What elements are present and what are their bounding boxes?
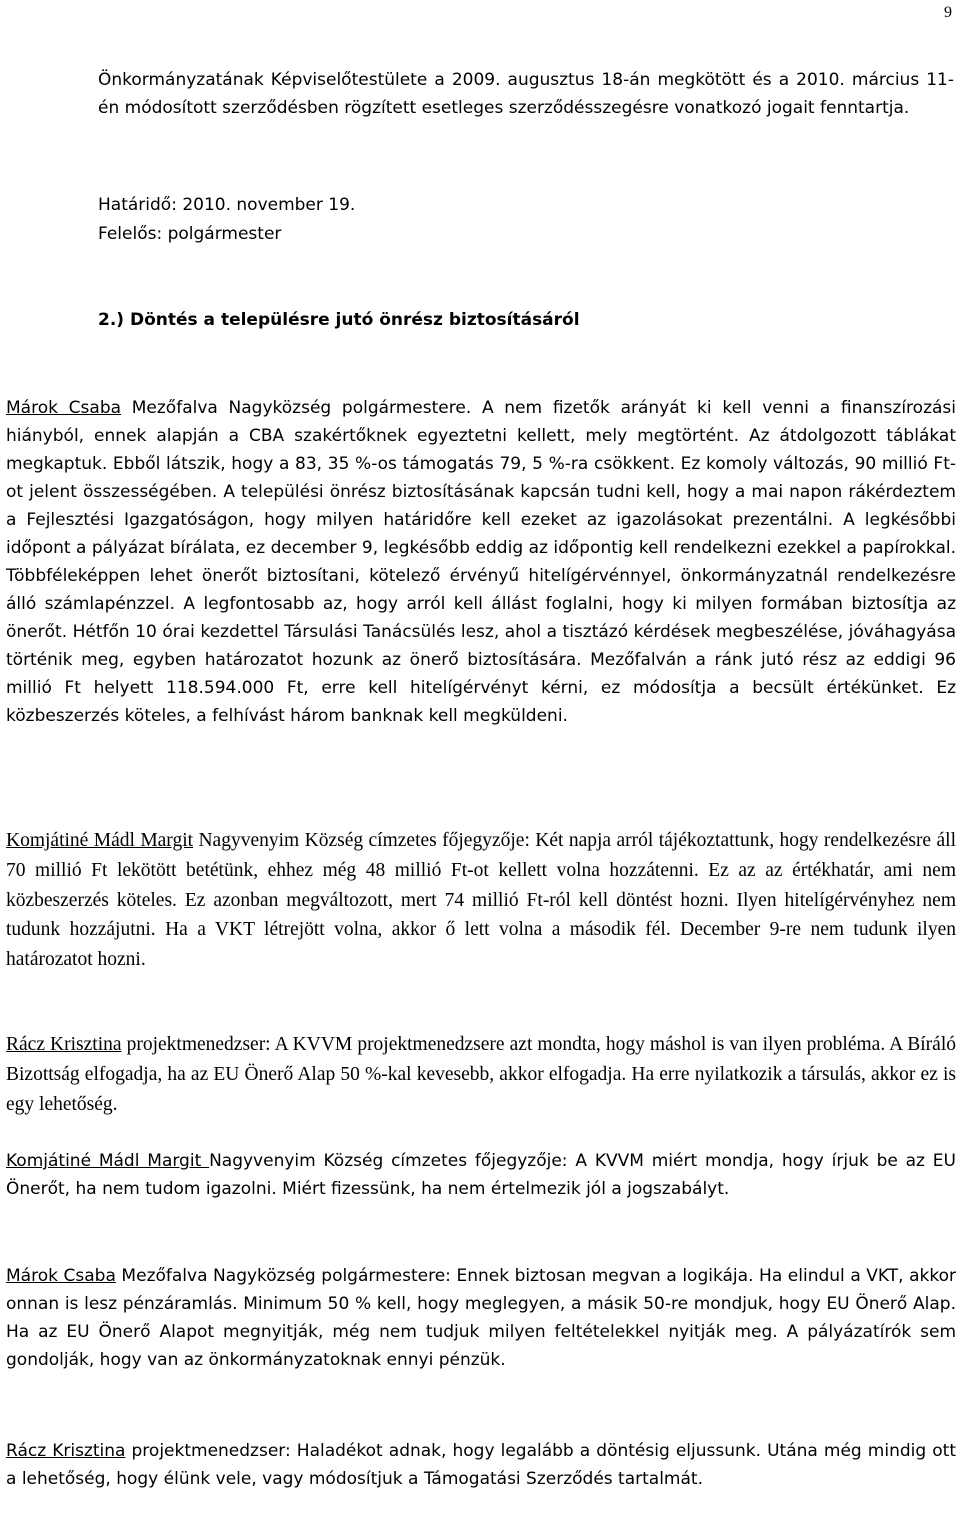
speaker-name: Rácz Krisztina — [6, 1441, 126, 1461]
statement-text: Mezőfalva Nagyközség polgármestere. A nem fizetők arányát ki kell venni a finanszírozási hiányból, ennek alapján a CBA szakértőknek egyeztetni kellett, mely megtörtént. Az átdolgozott táblákat megkaptuk. Ebből látszik, hogy a 83, 35 %-os támogatás 79, 5 %-ra csökkent. Ez komoly változás, 90 millió Ft-ot jelent összességében. A települési önrész biztosításának kapcsán tudni kell, hogy a mai napon rákérdeztem a Fejlesztési Igazgatóságon, hogy milyen határidőre kell ezeket az igazolásokat prezentálni. A legkésőbbi időpont a pályázat bírálata, ez december 9, legkésőbb eddig az időpontig kell rendelkezni ezekkel a papírokkal. Többféleképpen lehet önerőt biztosítani, kötelező érvényű hitelígérvénnyel, önkormányzatnál rendelkezésre álló számlapénzzel. A legfontosabb az, hogy arról kell állást foglalni, hogy ki milyen formában biztosítja az önerőt. Hétfőn 10 órai kezdettel Társulási Tanácsülés lesz, ahol a tisztázó kérdések megbeszélése, jóváhagyása történik meg, egyben határozatot hozunk az önerő biztosítására. Mezőfalván a ránk jutó rész az eddigi 96 millió Ft helyett 118.594.000 Ft, erre kell hitelígérvényt kérni, ez módosítja a becsült értékünket. Ez közbeszerzés köteles, a felhívást három banknak kell megküldeni. — [6, 398, 956, 726]
statement-text: Nagyvenyim Község címzetes főjegyzője: A KVVM miért mondja, hogy írjuk be az EU Önerőt, ha nem tudom igazolni. Miért fizessünk, ha nem értelmezik jól a jogszabályt. — [6, 1151, 956, 1199]
deadline-line: Határidő: 2010. november 19. — [98, 195, 356, 215]
statement-text: Nagyvenyim Község címzetes főjegyzője: Két napja arról tájékoztattunk, hogy rendelkezésre áll 70 millió Ft lekötött betétünk, ehhez még 48 millió Ft-ot kellett volna hozzátenni. Ez az az értékhatár, ami nem közbeszerzés köteles. Ez azonban megváltozott, mert 74 millió Ft-ról kell döntést hozni. Ilyen hitelígérvényhez nem tudunk hozzájutni. Ha a VKT létrejött volna, akkor ő lett volna a második fél. December 9-re nem tudunk ilyen határozatot hozni. — [6, 830, 956, 971]
section-heading: 2.) Döntés a településre jutó önrész biztosításáról — [98, 310, 580, 330]
statement-paragraph — [6, 1437, 956, 1493]
intro-paragraph: Önkormányzatának Képviselőtestülete a 2009. augusztus 18-án megkötött és a 2010. március 11-én módosított szerződésben rögzített esetleges szerződésszegésre vonatkozó jogait fenntartja. — [98, 70, 954, 118]
speaker-name: Márok Csaba — [6, 1266, 116, 1286]
speaker-name: Komjátiné Mádl Margit — [6, 830, 194, 851]
statement-text: projektmenedzser: A KVVM projektmenedzsere azt mondta, hogy máshol is van ilyen probléma. A Bíráló Bizottság elfogadja, ha az EU Önerő Alap 50 %-kal kevesebb, akkor elfogadja. Ha erre nyilatkozik a társulás, akkor ez is egy lehetőség. — [6, 1034, 956, 1115]
statement-paragraph — [6, 826, 956, 975]
statement-paragraph — [6, 1147, 956, 1203]
page-number: 9 — [944, 4, 952, 21]
statement-text: projektmenedzser: Haladékot adnak, hogy legalább a döntésig eljussunk. Utána még mindig ott a lehetőség, hogy élünk vele, vagy módosítjuk a Támogatási Szerződés tartalmát. — [6, 1441, 956, 1489]
speaker-name: Rácz Krisztina — [6, 1034, 122, 1055]
statement-text: Mezőfalva Nagyközség polgármestere: Ennek biztosan megvan a logikája. Ha elindul a VKT, akkor onnan is lesz pénzáramlás. Minimum 50 % kell, hogy meglegyen, a másik 50-re mondjuk, hogy EU Önerő Alap. Ha az EU Önerő Alapot megnyitják, még nem tudjuk milyen feltételekkel nyitják meg. A pályázatírók sem gondolják, hogy van az önkormányzatoknak ennyi pénzük. — [6, 1266, 957, 1370]
statement-paragraph — [6, 1030, 956, 1119]
statement-paragraph — [6, 1262, 956, 1374]
statement-paragraph — [6, 394, 956, 730]
speaker-name: Márok Csaba — [6, 398, 122, 418]
speaker-name: Komjátiné Mádl Margit — [6, 1151, 210, 1171]
responsible-line: Felelős: polgármester — [98, 224, 282, 244]
